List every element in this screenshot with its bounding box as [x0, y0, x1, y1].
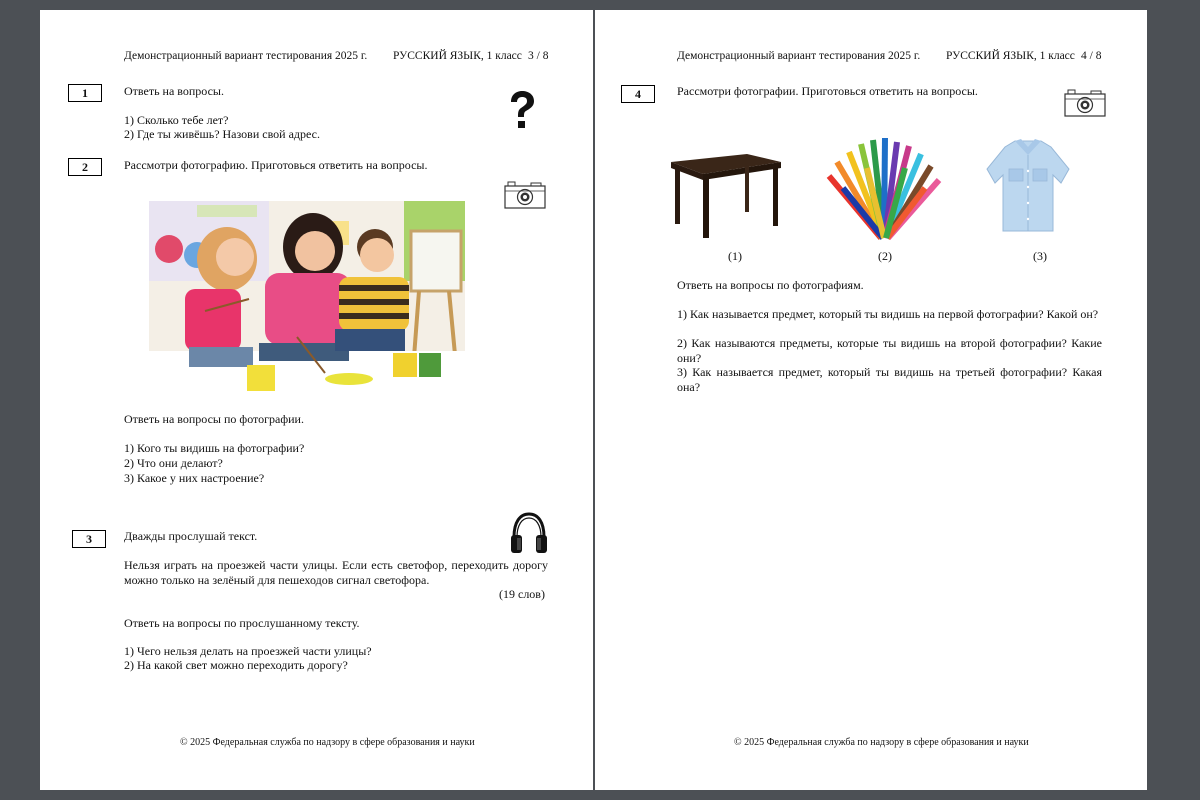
photo-caption-3: (3)	[1033, 249, 1047, 263]
page-header-title: Демонстрационный вариант тестирования 2025 г.	[124, 50, 368, 62]
photo-caption-1: (1)	[728, 249, 742, 263]
task4-instruction: Рассмотри фотографии. Приготовься ответить на вопросы.	[677, 84, 978, 98]
pencils-photo	[821, 138, 947, 240]
task1-question-2: 2) Где ты живёшь? Назови свой адрес.	[124, 127, 320, 141]
task3-word-count: (19 слов)	[499, 587, 545, 601]
task2-instruction: Рассмотри фотографию. Приготовься ответить на вопросы.	[124, 158, 428, 172]
task1-instruction: Ответь на вопросы.	[124, 84, 224, 98]
page-header-subject: РУССКИЙ ЯЗЫК, 1 класс	[393, 50, 522, 62]
table-photo	[667, 148, 785, 240]
task-number-3: 3	[72, 530, 106, 548]
task3-question-1: 1) Чего нельзя делать на проезжей части улицы?	[124, 644, 372, 658]
children-painting-photo	[149, 201, 465, 397]
page-header-title: Демонстрационный вариант тестирования 2025 г.	[677, 50, 921, 62]
page-number: 3 / 8	[528, 50, 549, 62]
headphones-icon	[509, 511, 549, 555]
page-number: 4 / 8	[1081, 50, 1102, 62]
task2-question-3: 3) Какое у них настроение?	[124, 471, 265, 485]
page-footer: © 2025 Федеральная служба по надзору в сфере образования и науки	[734, 737, 1029, 748]
task-number-1: 1	[68, 84, 102, 102]
page-3	[40, 10, 593, 790]
task4-question-1: 1) Как называется предмет, который ты видишь на первой фотографии? Какой он?	[677, 307, 1099, 321]
page-footer: © 2025 Федеральная служба по надзору в сфере образования и науки	[180, 737, 475, 748]
camera-icon	[504, 181, 546, 209]
shirt-photo	[985, 135, 1071, 239]
page-4	[595, 10, 1147, 790]
task3-listening-text: Нельзя играть на проезжей части улицы. Если есть светофор, переходить дорогу можно только на зелёный для пешеходов сигнал светофора.	[124, 558, 548, 587]
task2-question-2: 2) Что они делают?	[124, 456, 223, 470]
task3-prompt: Ответь на вопросы по прослушанному тексту.	[124, 616, 360, 630]
camera-icon	[1064, 89, 1106, 117]
task-number-4: 4	[621, 85, 655, 103]
question-mark-icon	[504, 90, 540, 130]
task2-prompt: Ответь на вопросы по фотографии.	[124, 412, 304, 426]
task3-question-2: 2) На какой свет можно переходить дорогу?	[124, 658, 348, 672]
task2-question-1: 1) Кого ты видишь на фотографии?	[124, 441, 305, 455]
task4-prompt: Ответь на вопросы по фотографиям.	[677, 278, 864, 292]
task-number-2: 2	[68, 158, 102, 176]
photo-caption-2: (2)	[878, 249, 892, 263]
task4-question-2: 2) Как называются предметы, которые ты видишь на второй фотографии? Какие они?	[677, 336, 1102, 365]
task4-question-3: 3) Как называется предмет, который ты видишь на третьей фотографии? Какая она?	[677, 365, 1102, 394]
task1-question-1: 1) Сколько тебе лет?	[124, 113, 229, 127]
page-header-subject: РУССКИЙ ЯЗЫК, 1 класс	[946, 50, 1075, 62]
task3-instruction: Дважды прослушай текст.	[124, 529, 258, 543]
